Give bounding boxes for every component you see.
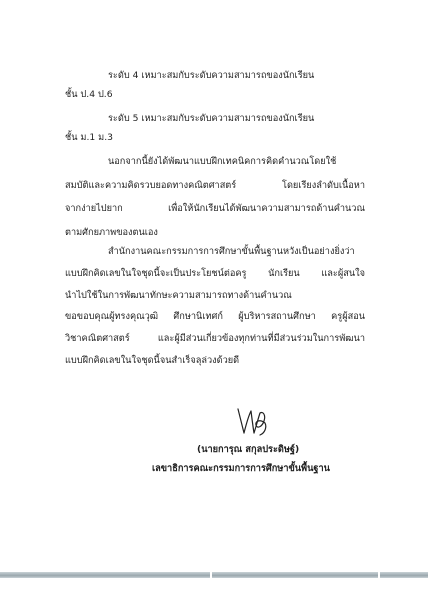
paragraph-1-line-1: นอกจากนี้ยังได้พัฒนาแบบฝึกเทคนิคการคิดคำนวณโดยใช้: [108, 156, 337, 167]
paragraph-2-line-4: ขอขอบคุณผู้ทรงคุณวุฒิ ศึกษานิเทศก์ ผู้บริหารสถานศึกษา ครูผู้สอน: [65, 311, 365, 322]
level-4-grades: ชั้น ป.4 ป.6: [65, 89, 113, 100]
level-5-grades: ชั้น ม.1 ม.3: [65, 132, 114, 143]
paragraph-1-line-4: ตามศักยภาพของตนเอง: [65, 227, 158, 238]
paragraph-2-line-1: สำนักงานคณะกรรมการการศึกษาขั้นพื้นฐานหวังเป็นอย่างยิ่งว่า: [108, 246, 355, 257]
paragraph-2-line-3: นำไปใช้ในการพัฒนาทักษะความสามารถทางด้านคำนวณ: [65, 290, 292, 301]
signatory-title: เลขาธิการคณะกรรมการการศึกษาขั้นพื้นฐาน: [152, 463, 330, 474]
paragraph-1-line-3: จากง่ายไปยาก เพื่อให้นักเรียนได้พัฒนาความสามารถด้านคำนวณ: [65, 203, 365, 214]
signatory-name: (นายการุณ สกุลประดิษฐ์): [197, 444, 300, 455]
footer-bar: [0, 572, 428, 578]
paragraph-2-line-2: แบบฝึกคิดเลขในใจชุดนี้จะเป็นประโยชน์ต่อครู นักเรียน และผู้สนใจ: [65, 268, 365, 279]
signature-image: [232, 403, 272, 441]
level-5-text: ระดับ 5 เหมาะสมกับระดับความสามารถของนักเรียน: [108, 113, 315, 124]
paragraph-1-line-2: สมบัติและความคิดรวบยอดทางคณิตศาสตร์ โดยเรียงลำดับเนื้อหา: [65, 180, 365, 191]
paragraph-2-line-5: วิชาคณิตศาสตร์ และผู้มีส่วนเกี่ยวข้องทุกท่านที่มีส่วนร่วมในการพัฒนา: [65, 333, 365, 344]
paragraph-2-line-6: แบบฝึกคิดเลขในใจชุดนี้จนสำเร็จลุล่วงด้วยดี: [65, 355, 240, 366]
level-4-text: ระดับ 4 เหมาะสมกับระดับความสามารถของนักเรียน: [108, 70, 315, 81]
